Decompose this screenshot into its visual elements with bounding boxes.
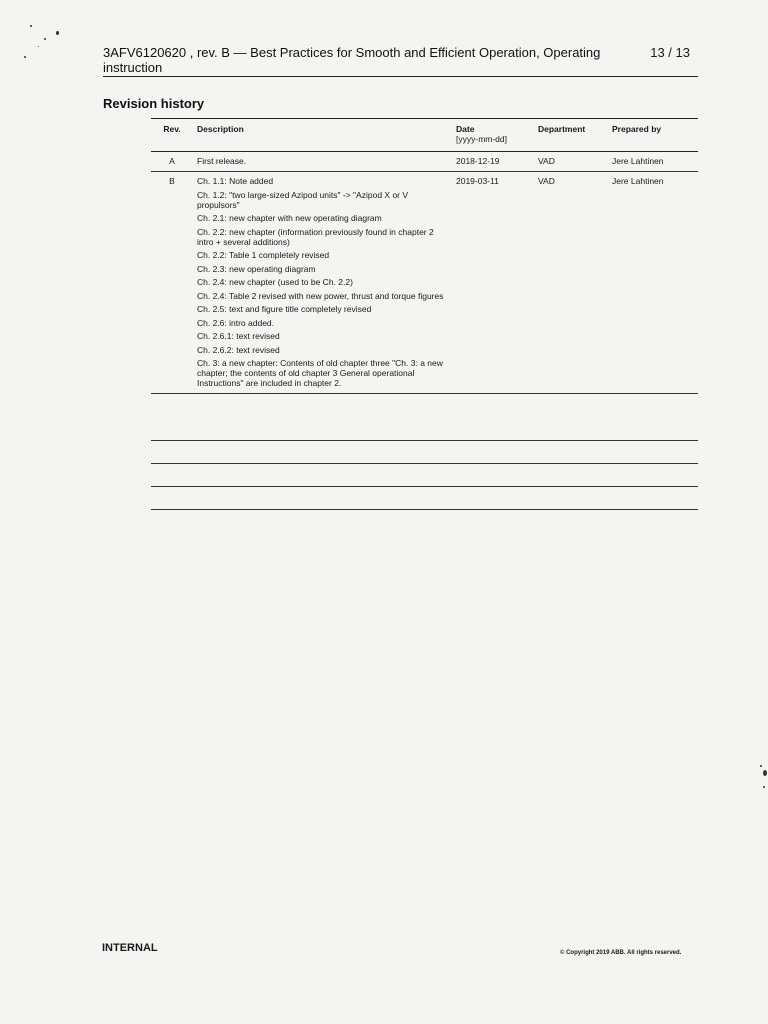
scan-speck: [44, 38, 46, 40]
description-line: Ch. 2.6.1: text revised: [197, 331, 280, 341]
page-number: 13 / 13: [650, 45, 690, 60]
scan-speck: [38, 46, 39, 47]
cell-description: [193, 152, 452, 172]
cell-department: VAD: [534, 172, 608, 394]
description-line: Ch. 2.3: new operating diagram: [197, 263, 316, 274]
description-line: Ch. 1.1: Note added: [197, 176, 274, 186]
description-line: Ch. 2.4: Table 2 revised with new power, thrust and torque figures: [197, 290, 444, 301]
column-header-date-label: Date: [456, 124, 475, 134]
column-header-date: [452, 119, 534, 152]
description-line: Ch. 1.2: "two large-sized Azipod units" -> "Azipod X or V propulsors": [197, 189, 409, 210]
table-row: [151, 152, 698, 172]
description-line: Ch. 2.1: new chapter with new operating diagram: [197, 213, 382, 223]
cell-date: 2018-12-19: [452, 152, 534, 172]
column-header-description: Description: [193, 119, 452, 152]
column-header-department: Department: [534, 119, 608, 152]
empty-row-rule: [151, 509, 698, 510]
empty-row-rule: [151, 486, 698, 487]
cell-rev: A: [151, 152, 193, 172]
column-header-date-format: [yyyy-mm-dd]: [456, 134, 507, 144]
scan-speck: [763, 770, 767, 776]
description-line: Ch. 2.4: new chapter (used to be Ch. 2.2): [197, 277, 353, 287]
cell-rev: B: [151, 172, 193, 394]
column-header-rev: Rev.: [151, 119, 193, 152]
revision-history-table: [151, 118, 698, 394]
description-line: Ch. 2.5: text and figure title completely revised: [197, 304, 372, 314]
scan-speck: [24, 56, 26, 58]
table-header-row: [151, 119, 698, 152]
description-line: First release.: [197, 156, 247, 166]
cell-prepared-by: Jere Lahtinen: [608, 152, 698, 172]
empty-row-rule: [151, 440, 698, 441]
empty-row-rule: [151, 463, 698, 464]
cell-prepared-by: Jere Lahtinen: [608, 172, 698, 394]
scan-speck: [763, 786, 765, 788]
description-line: Ch. 2.2: new chapter (information previously found in chapter 2 intro + several additions): [197, 226, 434, 247]
scan-speck: [56, 31, 59, 35]
cell-department: VAD: [534, 152, 608, 172]
section-heading: Revision history: [103, 96, 205, 111]
header-divider: [103, 76, 698, 77]
description-line: Ch. 2.6: intro added.: [197, 317, 275, 328]
classification-label: INTERNAL: [102, 942, 158, 954]
description-line: Ch. 3: a new chapter: Contents of old chapter three "Ch. 3: a new chapter; the contents of old chapter 3 General operational Instructions" are included in chapter 2.: [197, 358, 443, 388]
table-row: [151, 172, 698, 394]
scan-speck: [30, 25, 32, 27]
cell-date: 2019-03-11: [452, 172, 534, 394]
copyright-notice: © Copyright 2019 ABB. All rights reserved.: [560, 950, 682, 956]
cell-description: [193, 172, 452, 394]
page-header: [103, 45, 698, 75]
document-title: 3AFV6120620 , rev. B — Best Practices for Smooth and Efficient Operation, Operating instruction: [103, 45, 601, 75]
description-line: Ch. 2.2: Table 1 completely revised: [197, 250, 330, 260]
scan-speck: [760, 765, 762, 767]
column-header-prepared-by: Prepared by: [608, 119, 698, 152]
description-line: Ch. 2.6.2: text revised: [197, 344, 280, 355]
